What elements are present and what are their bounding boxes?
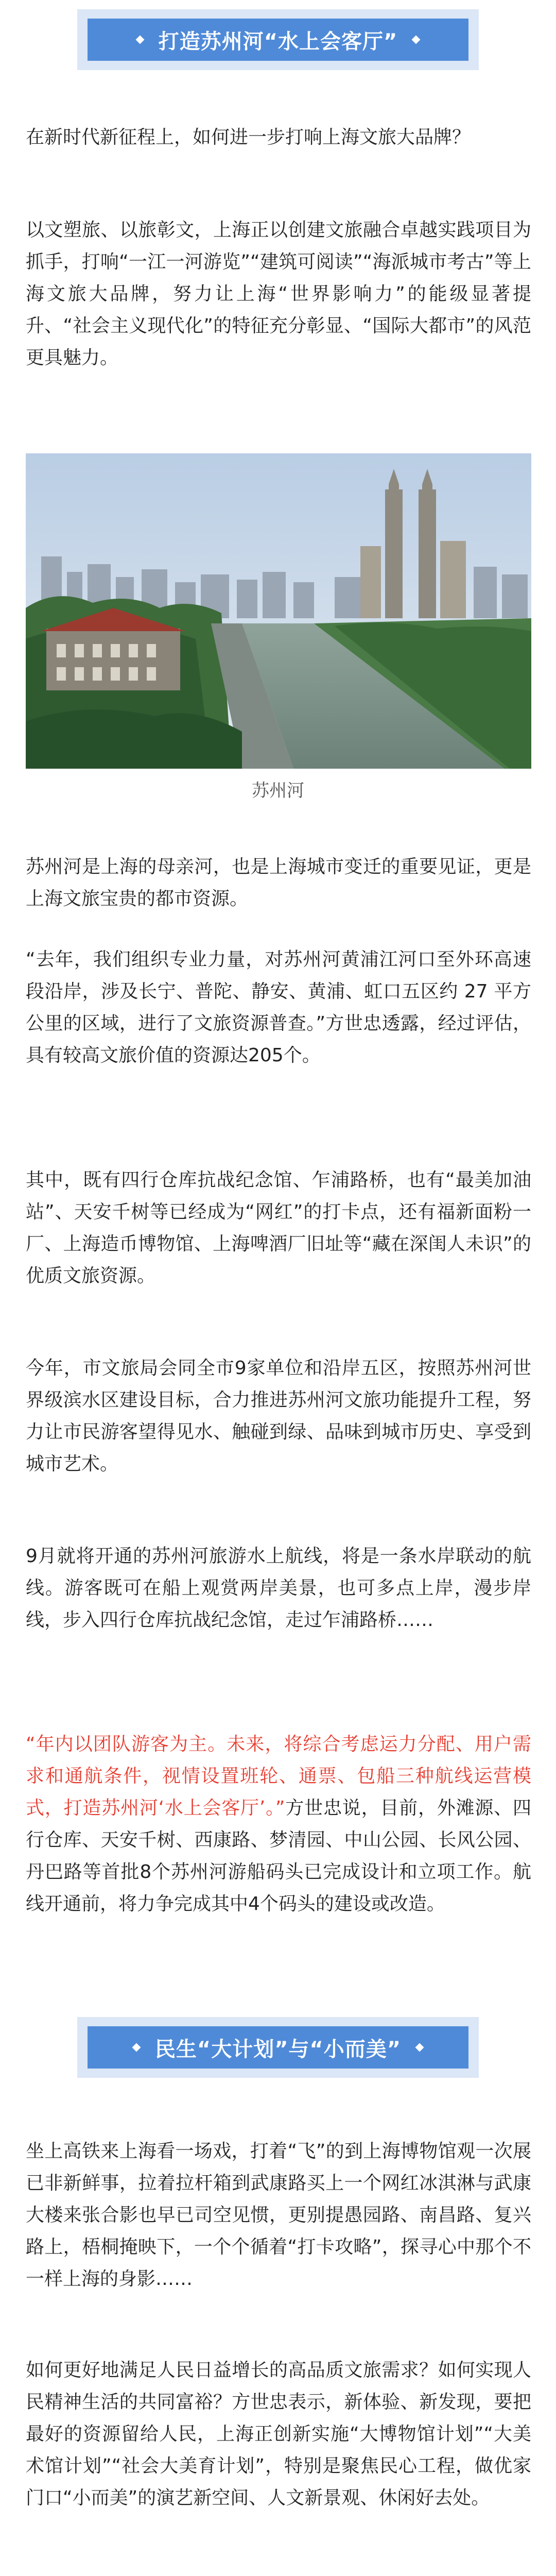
section-title: 民生“大计划”与“小而美” [154,2037,402,2061]
section-header-inner [88,2026,468,2069]
paragraph: 今年，市文旅局会同全市9家单位和沿岸五区，按照苏州河世界级滨水区建设目标，合力推进苏州河文旅功能提升工程，努力让市民游客望得见水、触碰到绿、品味到城市历史、享受到城市艺术。 [26,1358,531,1475]
diamond-icon [132,2043,141,2052]
paragraph: “去年，我们组织专业力量，对苏州河黄浦江河口至外环高速段沿岸，涉及长宁、普陀、静安、黄浦、虹口五区约 27 平方公里的区域，进行了文旅资源普查。”方世忠透露，经过评估，具有较高文旅价值的资源达205个。 [26,949,531,1066]
section-header-banner [77,2017,479,2078]
paragraph: 在新时代新征程上，如何进一步打响上海文旅大品牌？ [26,127,471,148]
highlight-quote: “年内以团队游客为主。未来，将综合考虑运力分配、用户需求和通航条件，视情设置班轮、通票、包船三种航线运营模式，打造苏州河‘水上会客厅’。” [26,1734,531,1819]
section-header-banner [77,9,479,70]
paragraph-continuation: 方世忠说，目前，外滩源、四行仓库、天安千树、西康路、梦清园、中山公园、长风公园、丹巴路等首批8个苏州河游船码头已完成设计和立项工作。航线开通前，将力争完成其中4个码头的建设或改造。 [26,1798,531,1914]
paragraph: 如何更好地满足人民日益增长的高品质文旅需求？如何实现人民精神生活的共同富裕？方世忠表示，新体验、新发现，要把最好的资源留给人民，上海正创新实施“大博物馆计划”“大美术馆计划”“社会大美育计划”，特别是聚焦民心工程，做优家门口“小而美”的演艺新空间、人文新景观、休闲好去处。 [26,2360,531,2509]
suzhou-creek-photo [26,453,531,769]
diamond-icon [412,36,421,44]
diamond-icon [415,2043,424,2052]
paragraph: 9月就将开通的苏州河旅游水上航线，将是一条水岸联动的航线。游客既可在船上观赏两岸美景，也可多点上岸，漫步岸线，步入四行仓库抗战纪念馆，走过乍浦路桥…… [26,1546,531,1631]
paragraph: 以文塑旅、以旅彰文，上海正以创建文旅融合卓越实践项目为抓手，打响“一江一河游览”“建筑可阅读”“海派城市考古”等上海文旅大品牌，努力让上海“世界影响力”的能级显著提升、“社会主义现代化”的特征充分彰显、“国际大都市”的风范更具魅力。 [26,219,531,368]
paragraph: 其中，既有四行仓库抗战纪念馆、乍浦路桥，也有“最美加油站”、天安千树等已经成为“网红”的打卡点，还有福新面粉一厂、上海造币博物馆、上海啤酒厂旧址等“藏在深闺人未识”的优质文旅资源。 [26,1170,531,1286]
photo-caption: 苏州河 [252,781,304,801]
paragraph: 坐上高铁来上海看一场戏，打着“飞”的到上海博物馆观一次展已非新鲜事，拉着拉杆箱到武康路买上一个网红冰淇淋与武康大楼来张合影也早已司空见惯，更别提愚园路、南昌路、复兴路上，梧桐掩映下，一个个循着“打卡攻略”，探寻心中那个不一样上海的身影…… [26,2141,531,2290]
section-title: 打造苏州河“水上会客厅” [158,29,398,54]
highlight-paragraph [26,1728,531,1920]
diamond-icon [135,36,144,44]
paragraph: 苏州河是上海的母亲河，也是上海城市变迁的重要见证，更是上海文旅宝贵的都市资源。 [26,856,531,909]
section-header-inner [88,19,468,61]
